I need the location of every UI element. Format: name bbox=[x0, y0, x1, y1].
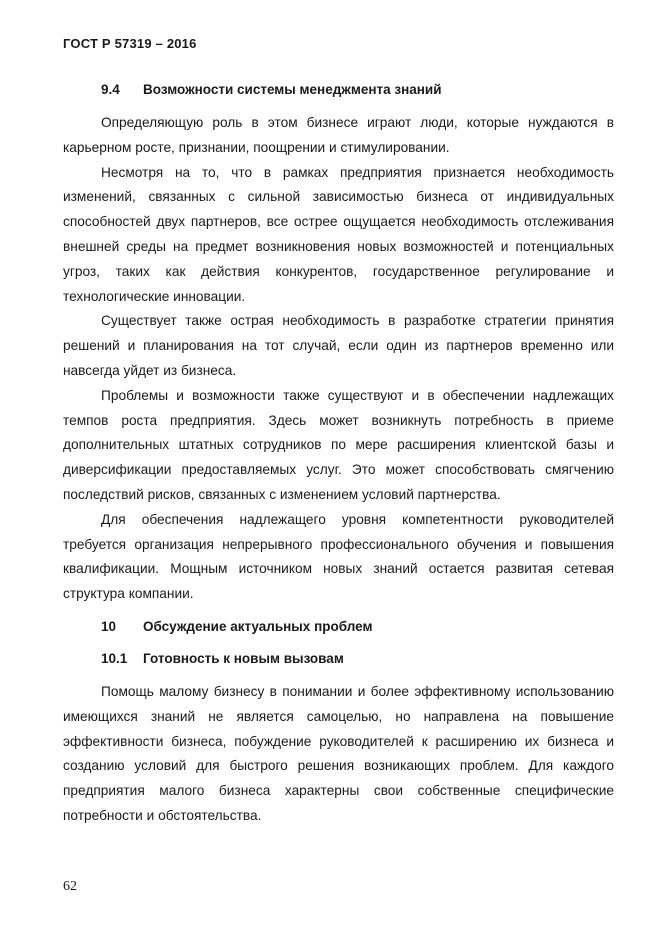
paragraph: Помощь малому бизнесу в понимании и более эффективному использованию имеющихся знаний не является самоцелью, но направлена на повышение эффективности бизнеса, побуждение руководителей к расширению их бизнеса и созданию условий для быстрого решения возникающих проблем. Для каждого предприятия малого бизнеса характерны свои собственные специфические потребности и обстоятельства. bbox=[63, 684, 614, 823]
section-10-1-number: 10.1 bbox=[101, 651, 128, 666]
page-number: 62 bbox=[63, 879, 77, 894]
paragraph: Несмотря на то, что в рамках предприятия признается необходимость изменений, связанных с сильной зависимостью бизнеса от индивидуальных способностей двух партнеров, все острее ощущается необходимость отслеживания внешней среды на предмет возникновения новых возможностей и потенциальных угроз, таких как действия конкурентов, государственное регулирование и технологические инновации. bbox=[63, 164, 614, 304]
section-10-1-body bbox=[63, 680, 614, 829]
section-9-4-number: 9.4 bbox=[101, 82, 120, 97]
paragraph: Существует также острая необходимость в разработке стратегии принятия решений и планирования на тот случай, если один из партнеров временно или навсегда уйдет из бизнеса. bbox=[63, 313, 614, 378]
section-9-4-title: Возможности системы менеджмента знаний bbox=[143, 82, 442, 97]
section-10-number: 10 bbox=[101, 619, 117, 634]
paragraph: Для обеспечения надлежащего уровня компетентности руководителей требуется организация непрерывного профессионального обучения и повышения квалификации. Мощным источником новых знаний остается развитая сетевая структура компании. bbox=[63, 511, 614, 602]
section-10-heading bbox=[101, 619, 372, 634]
paragraph: Определяющую роль в этом бизнесе играют люди, которые нуждаются в карьерном росте, признании, поощрении и стимулировании. bbox=[63, 115, 614, 155]
standard-code-header: ГОСТ Р 57319 – 2016 bbox=[63, 36, 197, 51]
section-10-1-heading bbox=[101, 651, 344, 666]
section-10-title: Обсуждение актуальных проблем bbox=[143, 619, 373, 634]
paragraph: Проблемы и возможности также существуют и в обеспечении надлежащих темпов роста предприятия. Здесь может возникнуть потребность в приеме дополнительных штатных сотрудников по мере расширения клиентской базы и диверсификации предоставляемых услуг. Это может способствовать смягчению последствий рисков, связанных с изменением условий партнерства. bbox=[63, 387, 614, 502]
section-9-4-body bbox=[63, 111, 614, 607]
section-10-1-title: Готовность к новым вызовам bbox=[143, 651, 344, 666]
section-9-4-heading bbox=[101, 82, 442, 97]
